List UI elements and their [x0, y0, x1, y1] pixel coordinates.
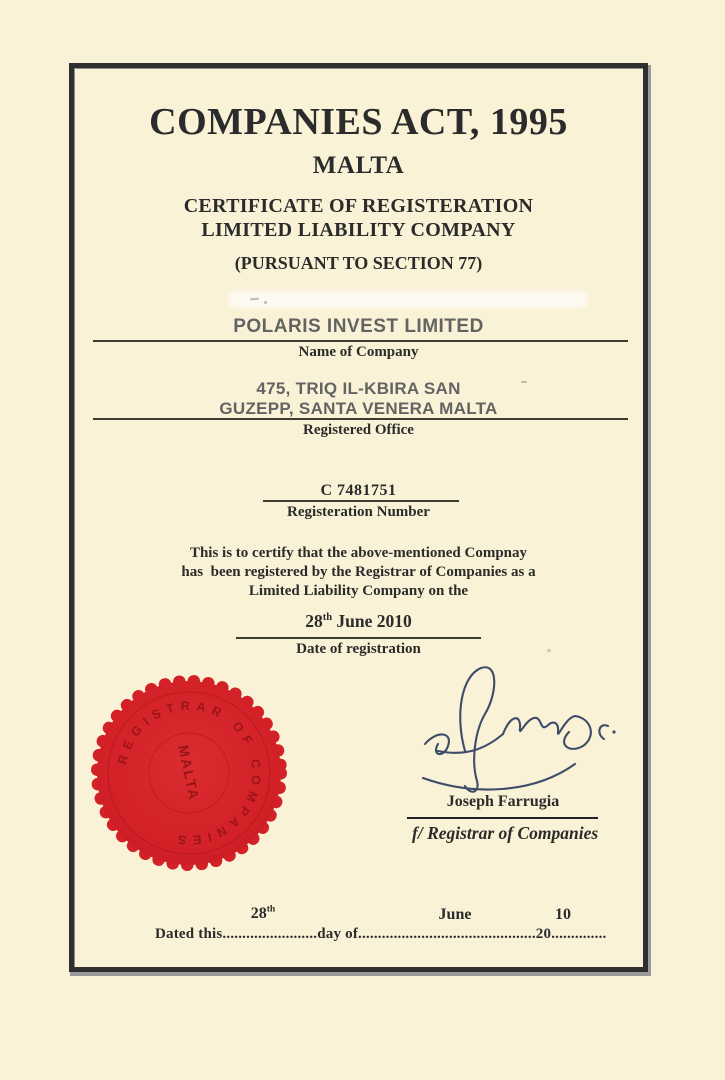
country-title: MALTA — [312, 152, 405, 179]
registration-number-value: C 7481751 — [320, 482, 397, 499]
dated-dots1: ........................ — [222, 926, 318, 942]
dated-mid: day of — [317, 926, 359, 942]
signatory-name: Joseph Farrugia — [446, 793, 560, 810]
erased-smudge — [228, 291, 588, 308]
registered-office-line2: GUZEPP, SANTA VENERA MALTA — [219, 399, 498, 418]
registration-date-day: 28 — [305, 611, 323, 631]
registrar-seal-icon — [89, 673, 289, 873]
dated-day-suffix: th — [266, 903, 276, 915]
pursuant-line: (PURSUANT TO SECTION 77) — [234, 253, 483, 273]
registration-date-label: Date of registration — [296, 641, 421, 657]
act-title: COMPANIES ACT, 1995 — [149, 101, 568, 143]
registered-office-underline — [93, 418, 628, 420]
registration-date-suffix: th — [322, 612, 333, 624]
registration-number-label: Registeration Number — [287, 504, 430, 520]
dated-day-number: 28 — [250, 905, 267, 922]
certification-line1: This is to certify that the above-mentioned Compnay — [189, 545, 528, 561]
dated-dots2: ............................................. — [358, 926, 536, 942]
registration-date-underline — [236, 637, 481, 639]
registered-office-line1: 475, TRIQ IL-KBIRA SAN — [256, 379, 461, 398]
signature-icon — [403, 656, 618, 798]
certificate-title-line2: LIMITED LIABILITY COMPANY — [201, 219, 516, 241]
seal-arc-text: REGISTRAR OF COMPANIES — [115, 698, 264, 848]
seal-center-text: MALTA — [175, 743, 203, 803]
dated-month-value: June — [438, 906, 472, 923]
company-name-underline — [93, 340, 628, 342]
certificate-title-line1: CERTIFICATE OF REGISTERATION — [183, 195, 534, 217]
dated-year-prefix: 20 — [535, 926, 552, 942]
company-name-label: Name of Company — [298, 344, 419, 360]
stray-mark — [264, 301, 267, 304]
registration-date-monthyear: June 2010 — [336, 611, 412, 631]
registration-date-value — [69, 611, 648, 632]
signatory-underline — [407, 817, 598, 819]
dated-blank-line — [155, 926, 607, 943]
dated-dots3: .............. — [551, 926, 607, 942]
dated-day-value — [228, 905, 298, 923]
company-name-value: POLARIS INVEST LIMITED — [233, 316, 484, 337]
certification-line3: Limited Liability Company on the — [248, 583, 469, 599]
certification-line2: has been registered by the Registrar of Companies as a — [181, 564, 536, 580]
dated-year-value: 10 — [555, 906, 571, 923]
signatory-title: f/ Registrar of Companies — [412, 823, 599, 843]
certification-paragraph — [69, 544, 648, 601]
registered-office-label: Registered Office — [303, 422, 414, 438]
dated-prefix: Dated this — [155, 926, 223, 942]
registration-number-underline — [263, 500, 459, 502]
